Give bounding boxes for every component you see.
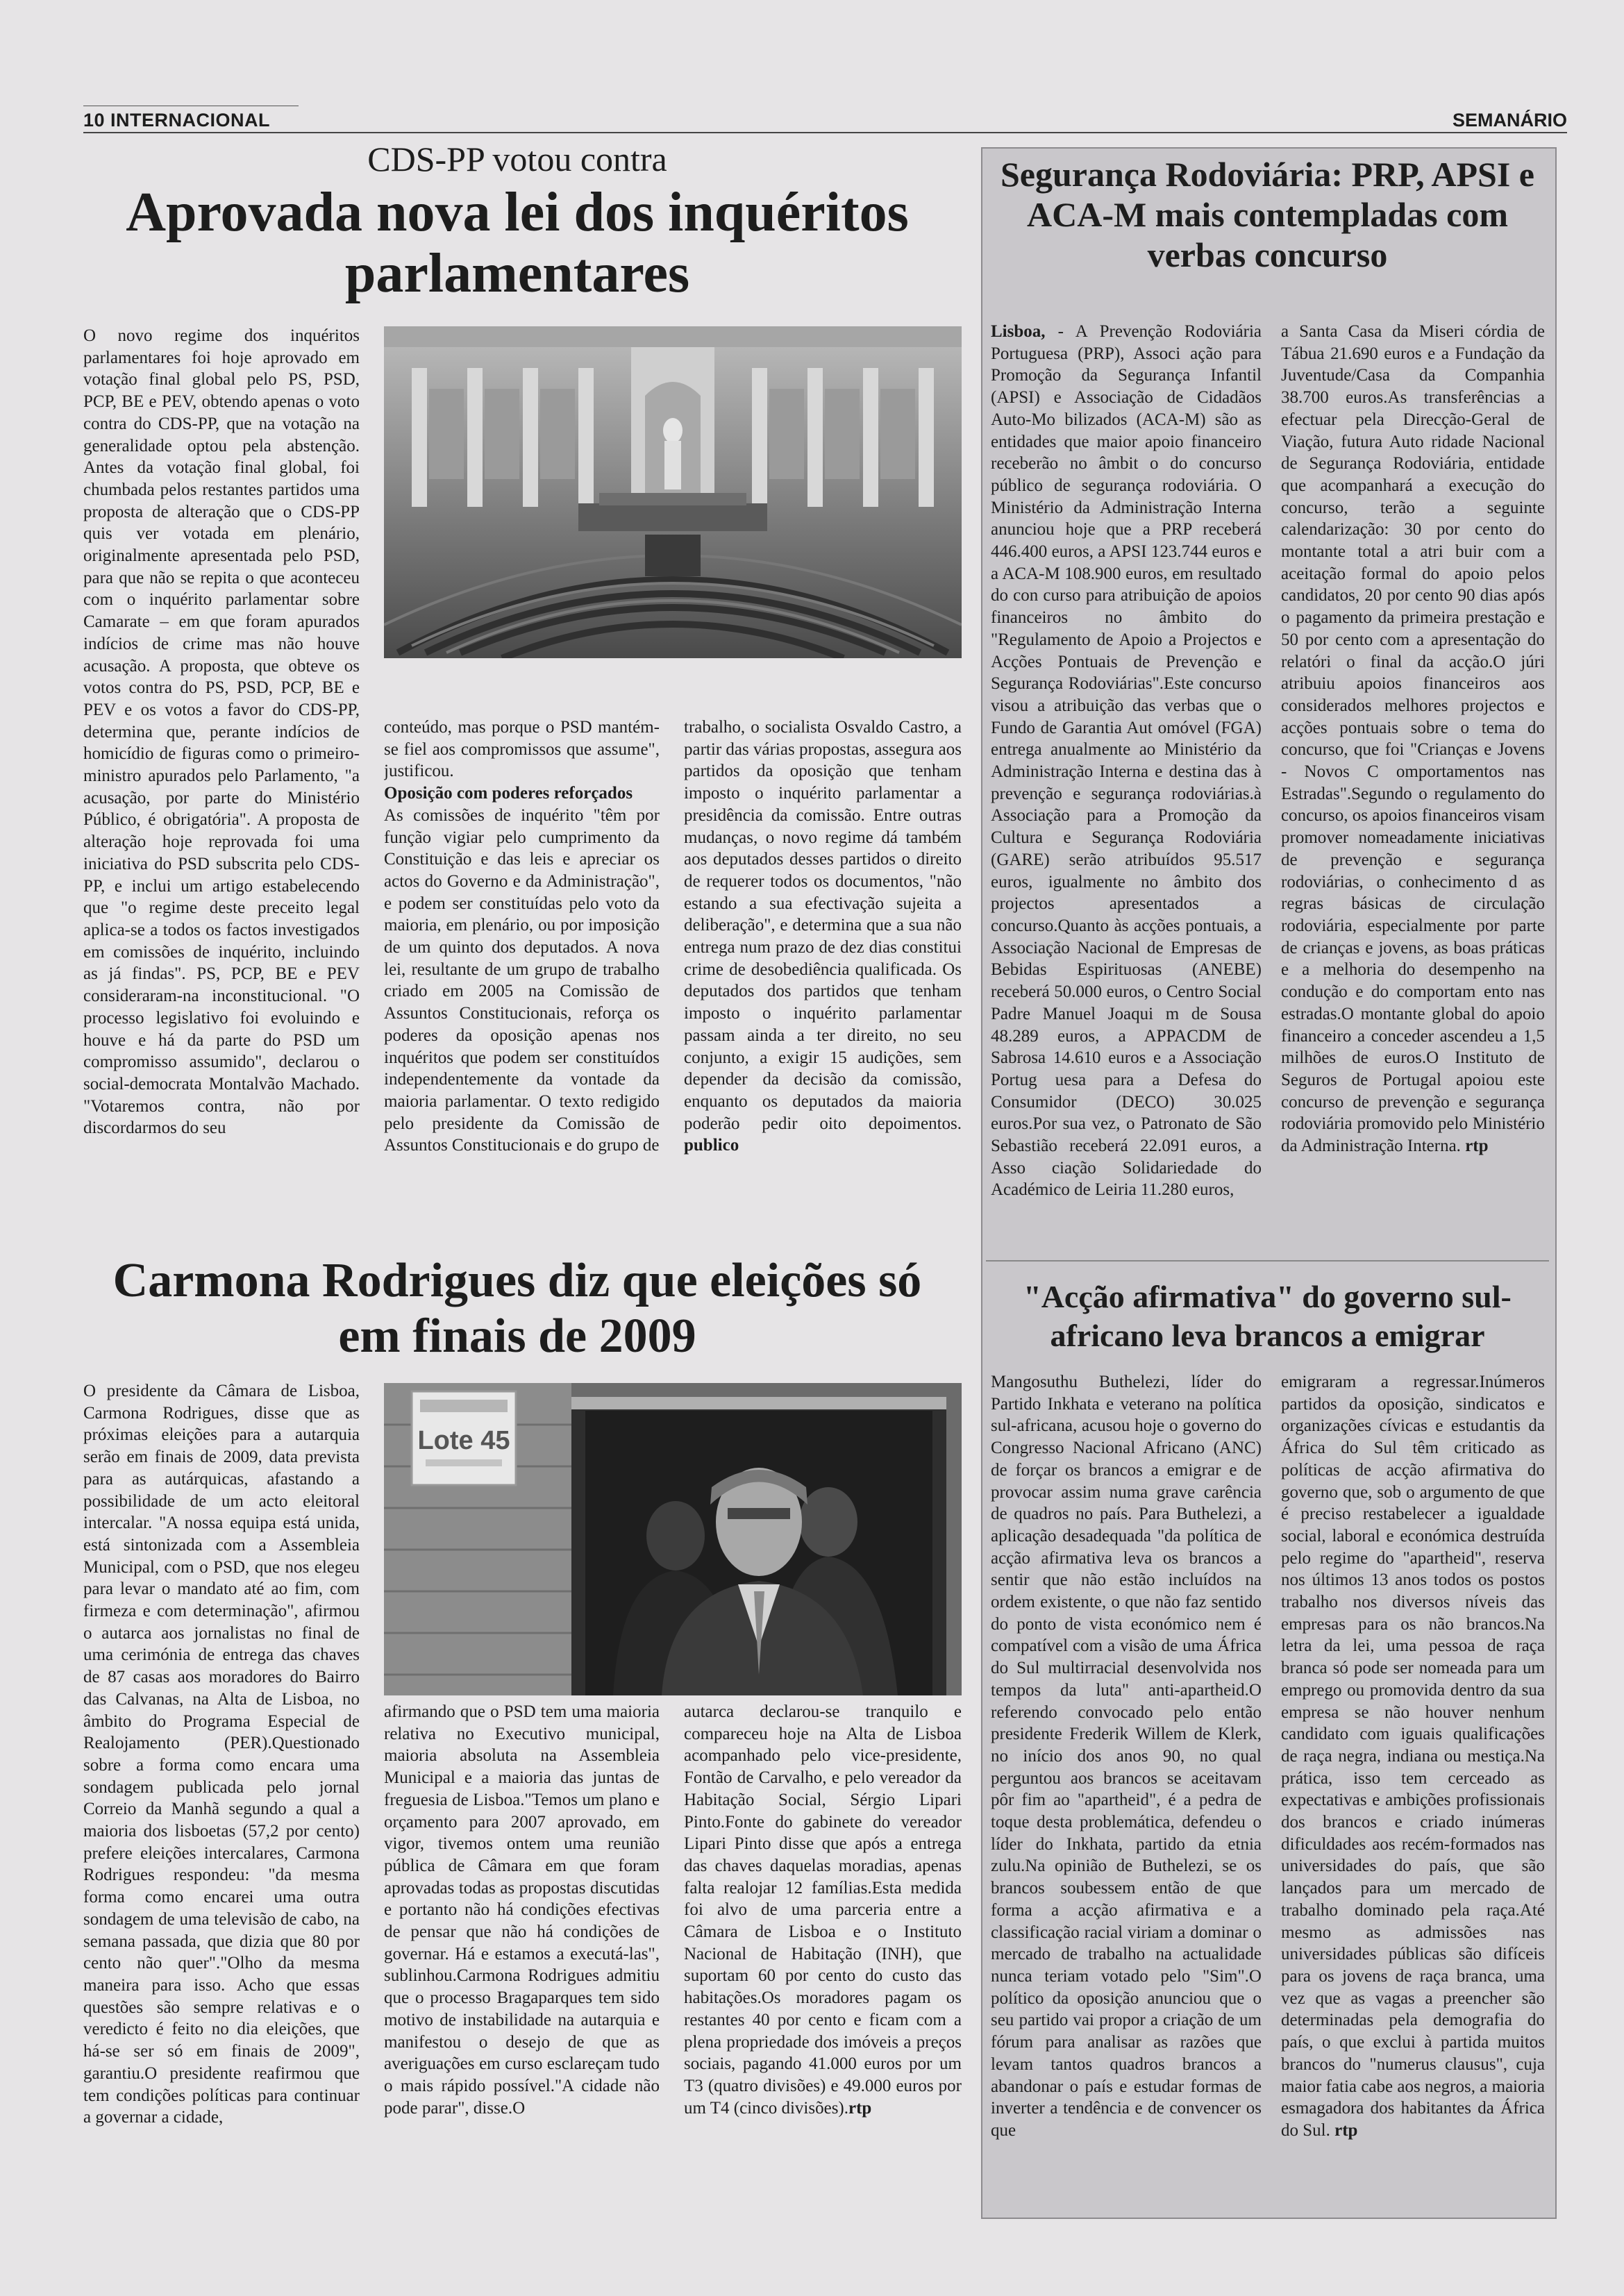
article2-column-1 <box>83 1380 360 2213</box>
article2-col1-text: O presidente da Câmara de Lisboa, Carmona Rodrigues, disse que as próximas eleições para a autarquia serão em finais de 2009, data prevista para as autárquicas, afastando a possibilidade de um acto eleitoral intercalar. "A nossa equipa está unida, está sintonizada com a Assembleia Municipal, com o PSD, que nos elegeu para levar o mandato até ao fim, com firmeza e com determinação", afirmou o autarca aos jornalistas no final de uma cerimónia de entrega das chaves de 87 casas aos moradores do Bairro das Calvanas, na Alta de Lisboa, no âmbito do Programa Especial de Realojamento (PER).Questionado sobre a forma como encara uma sondagem publicada pelo jornal Correio da Manhã segundo a qual a maioria dos lisboetas (57,2 por cento) prefere eleições intercalares, Carmona Rodrigues respondeu: "da mesma forma como encarei uma outra sondagem de uma televisão de cabo, na semana passada, que dizia que 80 por cento não quer"."Olho da mesma maneira para isso. Acho que essas questões são sempre relativas e o veredicto é feito no dia eleições, que há-se ser só em finais de 2009", garantiu.O presidente reafirmou que tem condições políticas para continuar a governar a cidade, <box>83 1382 360 2127</box>
mayor-photo <box>384 1383 962 1695</box>
parliament-photo <box>384 326 962 658</box>
article1-col2-text-b: As comissões de inquérito "têm por função vigiar pelo cumprimento da Constituição e das leis e apreciar os actos do Governo e da Administração", e podem ser constituídas pelo voto da maioria, em plenário, ou por imposição de um quinto dos deputados. A nova lei, resultante de um grupo de trabalho criado em 2005 na Comissão de Assuntos Constitucionais, reforça os poderes da oposição apenas nos inquéritos que podem ser constituídos independentemente da vontade da maioria parlamentar. O texto redigido pelo presidente da Comissão de Assuntos Constitucionais e do grupo de <box>384 805 660 1155</box>
sidebar2-headline: "Acção afirmativa" do governo sul-africano leva brancos a emigrar <box>1023 1279 1512 1353</box>
article2-column-3 <box>684 1701 962 2215</box>
article1-column-1 <box>83 325 360 1252</box>
sidebar2-col1-text: Mangosuthu Buthelezi, líder do Partido Inkhata e veterano na política sul-africana, acusou hoje o governo do Congresso Nacional Africano (ANC) de forçar os brancos a emigrar e de provocar assim numa grave carência de quadros no país. Para Buthelezi, a aplicação desadequada "da política de acção afirmativa leva os brancos a sentir que não estão incluídos na ordem existente, o que não faz sentido do ponto de vista económico nem é compatível com a visão de uma África do Sul multirracial desenvolvida nos tempos da luta" anti-apartheid.O referendo convocado pelo então presidente Frederik Willem de Klerk, no início dos anos 90, no qual perguntou aos brancos se aceitavam pôr fim ao "apartheid", é a pedra de toque desta problemática, defendeu o líder do Inkhata, partido da etnia zulu.Na opinião de Buthelezi, se os brancos soubessem então de que forma a acção afirmativa e a classificação racial viriam a dominar o mercado de trabalho na actualidade nunca teriam votado pelo "Sim".O político da oposição anunciou que o seu partido vai propor a criação de um fórum para analisar as razões que levam tantos quadros brancos a abandonar o país e estudar formas de inverter a tendência e de convencer os que <box>991 1373 1262 2140</box>
sidebar1-dateline: Lisboa, <box>991 322 1046 341</box>
article1-column-3 <box>684 717 962 1251</box>
page-folio: 10 INTERNACIONAL <box>83 110 271 131</box>
sidebar2-col2-text: emigraram a regressar.Inúmeros partidos da oposição, sindicatos e organizações cívicas e estudantis da África do Sul têm criticado as políticas de acção afirmativa do governo que, sob o argumento de que é preciso restabelecer a igualdade social, laboral e económica destruída pelo regime do "apartheid", reserva nos últimos 13 anos todos os postos trabalho nos diversos níveis das empresas para os não brancos.Na letra da lei, uma pessoa de raça branca só pode ser nomeada para um emprego ou promovida dentro da sua empresa se não houver nenhum candidato com iguais qualificações de raça negra, indiana ou mestiça.Na prática, isso tem cerceado as expectativas e ambições profissionais dos brancos e criado inúmeras dificuldades aos recém-formados nas universidades do país, que são lançados para um mercado de trabalho dominado pela raça.Até mesmo as admissões nas universidades públicas são difíceis para os jovens de raça branca, uma vez que as vagas a preencher são determinadas pela demografia do país, o que exclui à partida muitos brancos do "numerus clausus", cuja maior fatia cabe aos negros, a maioria esmagadora dos habitantes da África do Sul. <box>1281 1373 1545 2140</box>
article2-col3-text: autarca declarou-se tranquilo e compareceu hoje na Alta de Lisboa acompanhado pelo vice-presidente, Fontão de Carvalho, e pelo vereador da Habitação Social, Sérgio Lipari Pinto.Fonte do gabinete do vereador Lipari Pinto disse que após a entrega das chaves daquelas moradias, apenas falta realojar 12 famílias.Esta medida foi alvo de uma parceria entre a Câmara de Lisboa e o Instituto Nacional de Habitação (INH), que suportam 60 por cento do custo das habitações.Os moradores pagam os restantes 40 por cento e ficam com a plena propriedade dos imóveis a preços sociais, pagando 41.000 euros por um T3 (quatro divisões) e 49.000 euros por um T4 (cinco divisões). <box>684 1702 962 2118</box>
article1-col2-text-a: conteúdo, mas porque o PSD mantém-se fiel aos compromissos que assume", justificou. <box>384 718 660 781</box>
top-rule <box>83 132 1567 133</box>
article2-headline: Carmona Rodrigues diz que eleições só em finais de 2009 <box>112 1254 922 1363</box>
sidebar2-column-2 <box>1281 1371 1545 2211</box>
article1-credit: publico <box>684 1136 739 1155</box>
sidebar1-col1-text: - A Prevenção Rodoviária Portuguesa (PRP), Associ ação para Promoção da Segurança Infantil (APSI) e Associação de Cidadãos Auto-Mo bilizados (ACA-M) são as entidades que maior apoio financeiro receberão no âmbit o do concurso público de segurança rodoviária. O Ministério da Administração Interna anunciou hoje que a PRP receberá 446.400 euros, a APSI 123.744 euros e a ACA-M 108.900 euros, em resultado do con curso para atribuição de apoios financeiros no âmbito do "Regulamento de Apoio a Projectos e Acções Pontuais de Prevenção e Segurança Rodoviárias".Este concurso visou a atribuição das verbas que o Fundo de Garantia Aut omóvel (FGA) entrega anualmente ao Ministério da Administração Interna e destina das à prevenção e segurança rodoviárias.à Associação para a Promoção da Cultura e Segurança Rodoviária (GARE) serão atribuídos 95.517 euros, igualmente no âmbito dos projectos apresentados a concurso.Quanto às acções pontuais, a Associação Nacional de Empresas de Bebidas Espirituosas (ANEBE) receberá 50.000 euros, o Centro Social Padre Manuel Joaqui m de Sousa 48.289 euros, a APPACDM de Sabrosa 14.610 euros e a Associação Portug uesa para a Defesa do Consumidor (DECO) 30.025 euros.Por sua vez, o Patronato de São Sebastião receberá 22.091 euros, a Asso ciação Solidariedade do Académico de Leiria 11.280 euros, <box>991 322 1262 1200</box>
photo-sign-text: Lote 45 <box>417 1426 510 1455</box>
sidebar1-credit: rtp <box>1465 1137 1489 1156</box>
sidebar-divider <box>986 1260 1549 1262</box>
article1-col1-text: O novo regime dos inquéritos parlamentares foi hoje aprovado em votação final global pelo PS, PSD, PCP, BE e PEV, obtendo apenas o voto contra do CDS-PP, que na votação na generalidade optou pela abstenção. Antes da votação final global, foi chumbada pelos restantes partidos uma proposta de alteração que o CDS-PP quis ver votada em plenário, originalmente apresentada pelo PSD, para que não se repita o que aconteceu com o inquérito parlamentar sobre Camarate – em que foram apurados indícios de crime mas não houve acusação. A proposta, que obteve os votos contra do PS, PSD, PCP, BE e PEV e os votos a favor do CDS-PP, determina que, perante indícios de homicídio de figuras como o primeiro-ministro apurados pelo Parlamento, "a acusação, por parte do Ministério Público, é obrigatória". A proposta de alteração hoje reprovada foi uma iniciativa do PSD subscrita pelo CDS-PP, e inclui um artigo estabelecendo que "o regime deste preceito legal aplica-se a todos os factos investigados em comissões de inquérito, incluindo as já findas". PS, PCP, BE e PEV consideraram-na inconstitucional. "O processo legislativo foi evoluindo e houve e há da parte do PSD um compromisso assumido", declarou o social-democrata Montalvão Machado. "Votaremos contra, não por discordarmos do seu <box>83 326 360 1138</box>
article1-subhead: Oposição com poderes reforçados <box>384 784 633 803</box>
mayor-image <box>384 1383 962 1695</box>
sidebar1-column-1 <box>991 321 1262 1272</box>
sidebar1-headline: Segurança Rodoviária: PRP, APSI e ACA-M mais contempladas com verbas concurso <box>1001 155 1534 274</box>
sidebar2-credit: rtp <box>1334 2120 1358 2140</box>
article1-kicker: CDS-PP votou contra <box>367 140 667 178</box>
article2-col2-text: afirmando que o PSD tem uma maioria relativa no Executivo municipal, maioria absoluta na Assembleia Municipal e a maioria das juntas de freguesia de Lisboa."Temos um plano e orçamento para 2007 aprovado, em vigor, tivemos ontem uma reunião pública de Câmara em que foram aprovadas todas as propostas discutidas e portanto não há condições efectivas de pensar que não há condições de governar. Há e estamos a executá-las", sublinhou.Carmona Rodrigues admitiu que o processo Bragaparques tem sido motivo de instabilidade na autarquia e manifestou o desejo de que as averiguações em curso esclareçam tudo o mais rápido possível."A cidade não pode parar", disse.O <box>384 1702 660 2118</box>
article1-col3-text: trabalho, o socialista Osvaldo Castro, a partir das várias propostas, assegura aos partidos da oposição que tenham imposto o inquérito parlamentar a presidência da comissão. Entre outras mudanças, o novo regime dá também aos deputados desses partidos o direito de requerer todos os documentos, "não estando a sua efectivação sujeita a deliberação", e determina que a sua não entrega num prazo de dez dias constitui crime de desobediência qualificada. Os deputados dos partidos que tenham imposto o inquérito parlamentar passam ainda a ter direito, no seu conjunto, a exigir 15 audições, sem depender da decisão da comissão, enquanto os deputados da maioria poderão pedir oito depoimentos. <box>684 718 962 1133</box>
article2-column-2 <box>384 1701 660 2215</box>
sidebar1-col2-text: a Santa Casa da Miseri córdia de Tábua 21.690 euros e a Fundação da Juventude/Casa da Companhia 38.700 euros.As transferências a efectuar pela Direcção-Geral de Viação, futura Auto ridade Nacional de Segurança Rodoviária, entidade que acompanhará a execução do concurso, terão a seguinte calendarização: 30 por cento do montante total a atri buir com a aceitação formal do apoio pelos candidatos, 20 por cento 90 dias após o pagamento da primeira prestação e 50 por cento com a apresentação do relatóri o final da acção.O júri atribuiu apoios financeiros aos considerados melhores projectos e acções pontuais sobre o tema do concurso, que foi "Crianças e Jovens - Novos C omportamentos nas Estradas".Segundo o regulamento do concurso, os apoios financeiros visam promover nomeadamente iniciativas de prevenção e segurança rodoviárias, o conhecimento d as regras básicas de circulação rodoviária, especialmente por parte de crianças e jovens, as boas práticas e a melhoria do desempenho na condução e do comportam ento nas estradas.O montante global do apoio financeiro a conceder ascendeu a 1,5 milhões de euros.O Instituto de Seguros de Portugal apoiou este concurso de prevenção e segurança rodoviária promovido pelo Ministério da Administração Interna. <box>1281 322 1545 1156</box>
parliament-image <box>384 326 962 658</box>
sidebar1-column-2 <box>1281 321 1545 1272</box>
publication-name: SEMANÁRIO <box>1452 110 1567 131</box>
article2-credit: rtp <box>848 2098 872 2118</box>
article1-headline: Aprovada nova lei dos inquéritos parlamentares <box>126 182 909 304</box>
sidebar2-column-1 <box>991 1371 1262 2211</box>
article1-column-2 <box>384 717 660 1251</box>
